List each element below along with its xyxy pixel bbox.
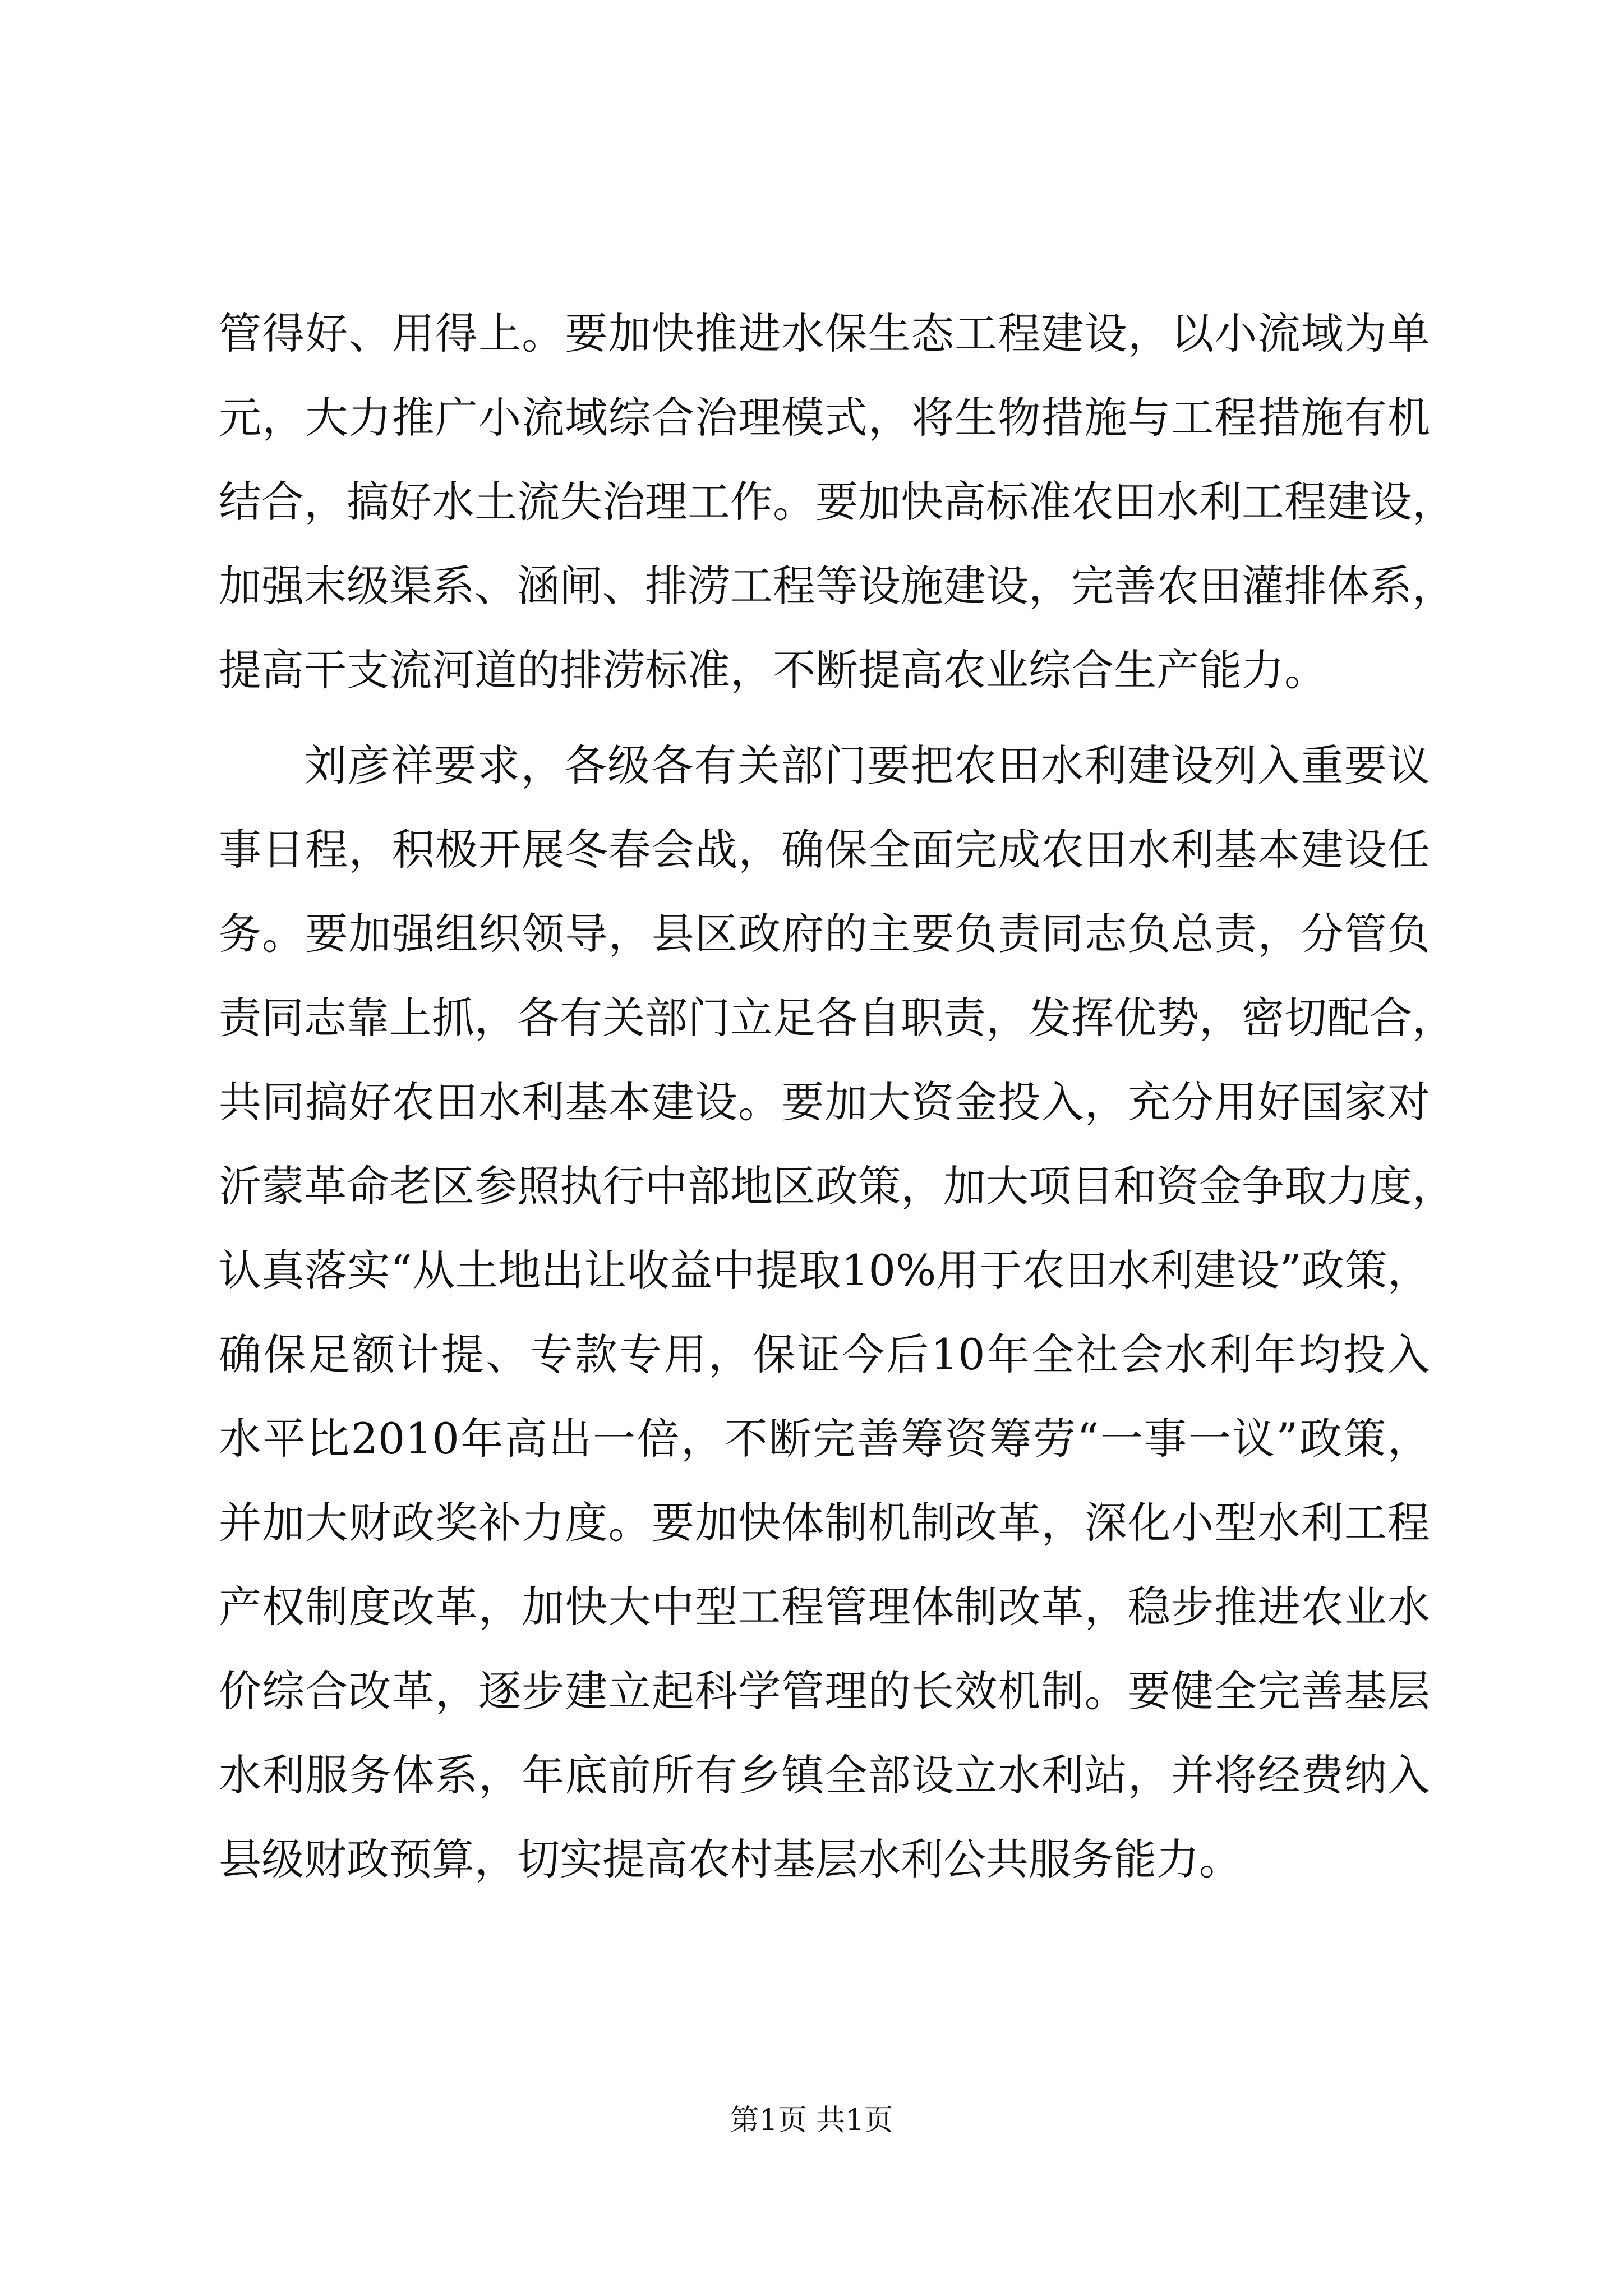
text-line: 产权制度改革，加快大中型工程管理体制改革，稳步推进农业水 (219, 1582, 1430, 1632)
text-line: 提高干支流河道的排涝标准，不断提高农业综合生产能力。 (219, 645, 1327, 695)
text-line: 务。要加强组织领导，县区政府的主要负责同志负总责，分管负 (219, 909, 1430, 959)
text-line: 并加大财政奖补力度。要加快体制机制改革，深化小型水利工程 (219, 1498, 1430, 1548)
text-line: 价综合改革，逐步建立起科学管理的长效机制。要健全完善基层 (219, 1666, 1430, 1716)
text-line: 共同搞好农田水利基本建设。要加大资金投入，充分用好国家对 (219, 1077, 1430, 1127)
text-line: 确保足额计提、专款专用，保证今后10年全社会水利年均投入 (219, 1329, 1430, 1379)
page-number-label: 第1页 共1页 (730, 2104, 893, 2137)
text-line: 沂蒙革命老区参照执行中部地区政策，加大项目和资金争取力度， (219, 1161, 1455, 1211)
paragraph-gap (219, 712, 1430, 724)
text-line: 责同志靠上抓，各有关部门立足各自职责，发挥优势，密切配合， (219, 993, 1455, 1043)
paragraph-1 (219, 292, 1455, 712)
text-line: 元，大力推广小流域综合治理模式，将生物措施与工程措施有机 (219, 393, 1430, 443)
text-line: 水平比2010年高出一倍，不断完善筹资筹劳“一事一议”政策， (219, 1414, 1430, 1464)
text-line: 加强末级渠系、涵闸、排涝工程等设施建设，完善农田灌排体系， (219, 561, 1455, 611)
text-line: 刘彦祥要求，各级各有关部门要把农田水利建设列入重要议 (304, 740, 1430, 790)
text-line: 水利服务体系，年底前所有乡镇全部设立水利站，并将经费纳入 (219, 1750, 1430, 1800)
text-line: 管得好、用得上。要加快推进水保生态工程建设，以小流域为单 (219, 309, 1430, 358)
text-line: 县级财政预算，切实提高农村基层水利公共服务能力。 (219, 1834, 1242, 1884)
body-text (219, 292, 1455, 1902)
paragraph-2 (219, 724, 1455, 1902)
page-footer (0, 2101, 1623, 2140)
text-line: 认真落实“从土地出让收益中提取10%用于农田水利建设”政策， (219, 1245, 1430, 1295)
text-line: 事日程，积极开展冬春会战，确保全面完成农田水利基本建设任 (219, 825, 1430, 875)
text-line: 结合，搞好水土流失治理工作。要加快高标准农田水利工程建设， (219, 477, 1455, 527)
